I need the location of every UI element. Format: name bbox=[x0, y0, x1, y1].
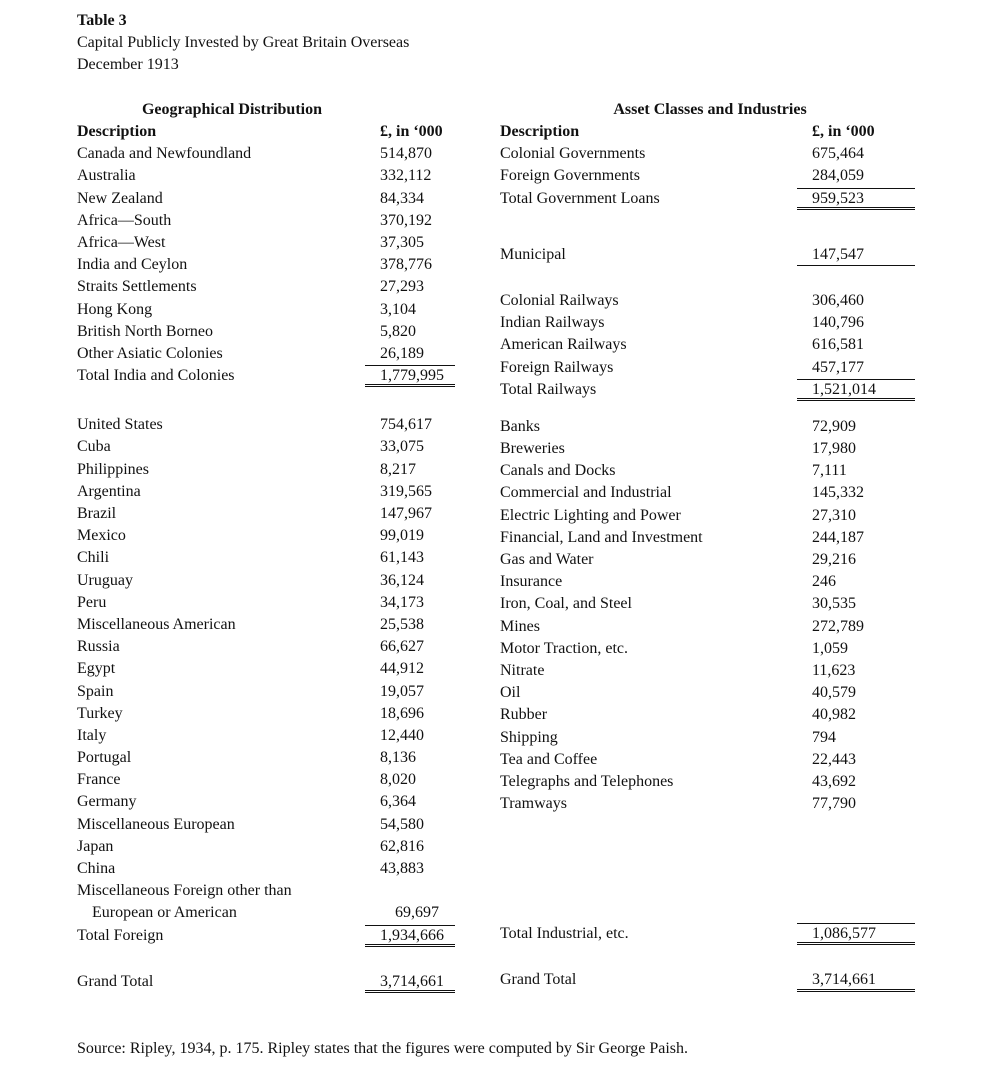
table-row bbox=[500, 505, 920, 527]
table-row bbox=[77, 254, 467, 276]
table-row bbox=[77, 436, 467, 458]
row-label: Brazil bbox=[77, 505, 117, 522]
row-value: 37,305 bbox=[380, 233, 424, 251]
row-label: Colonial Railways bbox=[500, 291, 619, 309]
table-row bbox=[77, 321, 467, 343]
row-label: Colonial Governments bbox=[500, 145, 646, 163]
table-section bbox=[500, 416, 920, 946]
table-row bbox=[500, 165, 920, 187]
grand-total-row bbox=[77, 971, 467, 993]
table-row bbox=[500, 416, 920, 438]
row-label: Municipal bbox=[500, 245, 566, 263]
row-value: 272,789 bbox=[812, 617, 864, 635]
geographical-distribution-table bbox=[77, 99, 467, 993]
row-label: Peru bbox=[77, 593, 107, 611]
row-label: United States bbox=[77, 416, 163, 434]
row-value: 1,086,577 bbox=[797, 923, 915, 945]
row-value: 332,112 bbox=[380, 167, 432, 185]
row-value: 8,020 bbox=[380, 771, 416, 789]
table-row bbox=[77, 570, 467, 592]
row-label: Chili bbox=[77, 549, 110, 567]
row-label: Total Government Loans bbox=[500, 189, 660, 207]
row-value: 99,019 bbox=[380, 527, 424, 545]
table-row bbox=[77, 143, 467, 165]
row-value: 66,627 bbox=[380, 638, 424, 656]
row-label: Banks bbox=[500, 417, 540, 435]
table-row bbox=[500, 460, 920, 482]
row-label: Foreign Railways bbox=[500, 358, 614, 376]
section-heading: Geographical Distribution bbox=[141, 101, 322, 118]
row-label: Mines bbox=[500, 617, 540, 635]
row-value: 27,310 bbox=[812, 506, 856, 524]
table-section bbox=[500, 290, 920, 401]
table-row bbox=[77, 636, 467, 658]
row-label: Mexico bbox=[77, 527, 126, 545]
row-label: Commercial and Industrial bbox=[500, 484, 672, 502]
table-row bbox=[77, 165, 467, 187]
row-value: 62,816 bbox=[380, 837, 424, 855]
row-label: New Zealand bbox=[77, 189, 163, 207]
row-value: 244,187 bbox=[812, 528, 864, 546]
row-value: 22,443 bbox=[812, 750, 856, 768]
row-label: Canals and Docks bbox=[500, 462, 616, 480]
row-label: Nitrate bbox=[500, 661, 545, 679]
row-label: Africa—South bbox=[77, 211, 172, 229]
row-value: 30,535 bbox=[812, 595, 856, 613]
row-value: 7,111 bbox=[812, 462, 847, 480]
row-label: Telegraphs and Telephones bbox=[500, 772, 674, 790]
table-row bbox=[500, 771, 920, 793]
table-row bbox=[77, 481, 467, 503]
table-row bbox=[500, 571, 920, 593]
table-row bbox=[500, 793, 920, 815]
row-label: Total India and Colonies bbox=[77, 367, 235, 385]
table-row bbox=[500, 143, 920, 165]
row-label: Financial, Land and Investment bbox=[500, 528, 703, 546]
row-value: 319,565 bbox=[380, 482, 432, 500]
table-row bbox=[77, 210, 467, 232]
row-value: 26,189 bbox=[380, 344, 424, 362]
row-value: 3,714,661 bbox=[797, 969, 915, 991]
table-row bbox=[77, 814, 467, 836]
table-section bbox=[77, 143, 467, 387]
table-row bbox=[77, 547, 467, 569]
table-row bbox=[500, 549, 920, 571]
row-label: Iron, Coal, and Steel bbox=[500, 595, 632, 613]
row-value: 33,075 bbox=[380, 438, 424, 456]
row-value: 959,523 bbox=[797, 188, 915, 210]
row-value: 140,796 bbox=[812, 314, 864, 332]
row-value: 6,364 bbox=[380, 793, 416, 811]
row-label: Portugal bbox=[77, 749, 132, 767]
table-row bbox=[500, 244, 920, 266]
asset-classes-table bbox=[500, 99, 920, 992]
table-row bbox=[500, 334, 920, 356]
row-label: Hong Kong bbox=[77, 300, 153, 318]
row-value: 19,057 bbox=[380, 682, 424, 700]
table-row bbox=[77, 858, 467, 880]
row-label: Insurance bbox=[500, 573, 563, 591]
table-row bbox=[500, 616, 920, 638]
row-value: 754,617 bbox=[380, 416, 432, 434]
row-label: Grand Total bbox=[77, 972, 154, 990]
row-value: 8,136 bbox=[380, 749, 416, 767]
table-row bbox=[77, 769, 467, 791]
row-value: 25,538 bbox=[380, 615, 424, 633]
source-note: Source: Ripley, 1934, p. 175. Ripley states that the figures were computed by Sir George Paish. bbox=[77, 1040, 688, 1057]
table-section bbox=[77, 414, 467, 947]
row-label: Uruguay bbox=[77, 571, 133, 589]
section-heading: Asset Classes and Industries bbox=[613, 101, 807, 118]
row-value: 3,104 bbox=[380, 300, 416, 318]
table-row bbox=[500, 438, 920, 460]
row-label: Italy bbox=[77, 726, 107, 744]
row-label: Description bbox=[500, 123, 580, 140]
row-value: 18,696 bbox=[380, 704, 424, 722]
row-value: 12,440 bbox=[380, 726, 424, 744]
row-value: £, in ‘000 bbox=[380, 123, 443, 140]
row-value: 36,124 bbox=[380, 571, 424, 589]
table-date: December 1913 bbox=[77, 56, 179, 73]
row-label: Japan bbox=[77, 837, 114, 855]
table-row bbox=[77, 592, 467, 614]
table-row bbox=[500, 357, 920, 379]
row-label: Foreign Governments bbox=[500, 167, 640, 185]
row-label: Tea and Coffee bbox=[500, 750, 598, 768]
table-row bbox=[77, 836, 467, 858]
table-row bbox=[500, 727, 920, 749]
row-label: Breweries bbox=[500, 440, 565, 458]
row-value: 794 bbox=[812, 728, 836, 746]
row-label: India and Ceylon bbox=[77, 256, 188, 274]
row-value: 69,697 bbox=[395, 904, 439, 922]
table-row bbox=[500, 593, 920, 615]
row-value: 77,790 bbox=[812, 795, 856, 813]
table-row bbox=[77, 525, 467, 547]
table-row bbox=[77, 791, 467, 813]
row-value: 147,967 bbox=[380, 505, 432, 522]
row-value: 44,912 bbox=[380, 660, 424, 678]
row-label: Germany bbox=[77, 793, 137, 811]
row-value: 1,779,995 bbox=[365, 365, 455, 387]
row-value: 616,581 bbox=[812, 336, 864, 354]
row-value: 40,579 bbox=[812, 684, 856, 702]
row-label: France bbox=[77, 771, 121, 789]
table-row bbox=[500, 312, 920, 334]
table-row bbox=[500, 527, 920, 549]
row-value: 306,460 bbox=[812, 291, 864, 309]
table-row bbox=[500, 704, 920, 726]
row-label: Australia bbox=[77, 167, 136, 185]
row-label: Miscellaneous Foreign other than bbox=[77, 882, 292, 900]
row-label: Gas and Water bbox=[500, 551, 594, 568]
row-value: 61,143 bbox=[380, 549, 424, 567]
table-row bbox=[77, 703, 467, 725]
row-label: Total Railways bbox=[500, 380, 597, 398]
row-label: Motor Traction, etc. bbox=[500, 639, 628, 657]
row-label: Russia bbox=[77, 638, 120, 656]
row-value: 1,059 bbox=[812, 639, 848, 657]
row-value: 43,883 bbox=[380, 860, 424, 877]
row-value bbox=[365, 880, 455, 902]
row-label: Straits Settlements bbox=[77, 278, 197, 296]
table-row bbox=[77, 658, 467, 680]
row-label: Cuba bbox=[77, 438, 111, 456]
table-row bbox=[77, 725, 467, 747]
table-row bbox=[500, 660, 920, 682]
table-title: Capital Publicly Invested by Great Britain Overseas bbox=[77, 34, 410, 51]
row-label: Description bbox=[77, 123, 157, 140]
table-row bbox=[500, 290, 920, 312]
row-value: 514,870 bbox=[380, 145, 432, 163]
row-label: Canada and Newfoundland bbox=[77, 145, 252, 163]
total-row bbox=[77, 925, 467, 947]
column-header-row bbox=[77, 121, 467, 143]
row-label: Turkey bbox=[77, 704, 123, 722]
table-section bbox=[500, 244, 920, 266]
table-row bbox=[500, 682, 920, 704]
row-label: British North Borneo bbox=[77, 322, 213, 340]
row-label: Argentina bbox=[77, 482, 141, 500]
row-value: 378,776 bbox=[380, 256, 432, 274]
row-value: 27,293 bbox=[380, 278, 424, 296]
total-row bbox=[500, 379, 920, 401]
row-value: 29,216 bbox=[812, 551, 856, 568]
table-row bbox=[77, 902, 467, 924]
row-label: Miscellaneous European bbox=[77, 815, 235, 833]
table-row bbox=[500, 638, 920, 660]
table-row bbox=[77, 681, 467, 703]
total-row bbox=[500, 923, 920, 945]
row-label: Miscellaneous American bbox=[77, 615, 236, 633]
row-label: China bbox=[77, 860, 116, 877]
table-row bbox=[500, 482, 920, 504]
row-label: Egypt bbox=[77, 660, 116, 678]
row-value: 145,332 bbox=[812, 484, 864, 502]
row-value: 72,909 bbox=[812, 417, 856, 435]
row-label: Other Asiatic Colonies bbox=[77, 344, 223, 362]
row-value: 284,059 bbox=[812, 167, 864, 185]
table-title-block bbox=[77, 10, 409, 76]
row-value: 54,580 bbox=[380, 815, 424, 833]
grand-total-row bbox=[500, 969, 920, 991]
row-label: Oil bbox=[500, 684, 521, 702]
row-value: 43,692 bbox=[812, 772, 856, 790]
row-label: Africa—West bbox=[77, 233, 166, 251]
row-label: Indian Railways bbox=[500, 314, 605, 332]
column-header-row bbox=[500, 121, 920, 143]
table-row bbox=[77, 276, 467, 298]
row-value: 17,980 bbox=[812, 440, 856, 458]
row-label: European or American bbox=[92, 904, 237, 922]
row-label: Philippines bbox=[77, 460, 150, 478]
row-label: Total Foreign bbox=[77, 926, 164, 944]
row-value: 5,820 bbox=[380, 322, 416, 340]
row-value: 40,982 bbox=[812, 706, 856, 724]
row-label: Tramways bbox=[500, 795, 567, 813]
row-value: 84,334 bbox=[380, 189, 424, 207]
row-value: 8,217 bbox=[380, 460, 416, 478]
row-value: 457,177 bbox=[812, 358, 864, 376]
row-label: Spain bbox=[77, 682, 114, 700]
row-value: 370,192 bbox=[380, 211, 432, 229]
row-value: 1,934,666 bbox=[365, 925, 455, 947]
table-row bbox=[77, 747, 467, 769]
row-label: Total Industrial, etc. bbox=[500, 925, 629, 943]
total-row bbox=[500, 188, 920, 210]
row-value: 147,547 bbox=[797, 244, 915, 266]
row-value: 1,521,014 bbox=[797, 379, 915, 401]
table-row bbox=[77, 188, 467, 210]
row-label: American Railways bbox=[500, 336, 627, 354]
table-row bbox=[77, 343, 467, 365]
table-row bbox=[77, 880, 467, 902]
table-row bbox=[77, 299, 467, 321]
table-row bbox=[77, 503, 467, 525]
table-row bbox=[77, 614, 467, 636]
table-number: Table 3 bbox=[77, 12, 127, 29]
table-row bbox=[77, 459, 467, 481]
row-value: 246 bbox=[812, 573, 836, 591]
row-label: Shipping bbox=[500, 728, 558, 746]
table-row bbox=[77, 414, 467, 436]
row-value: £, in ‘000 bbox=[812, 123, 875, 140]
row-value: 11,623 bbox=[812, 661, 856, 679]
row-value: 3,714,661 bbox=[365, 971, 455, 993]
row-label: Electric Lighting and Power bbox=[500, 506, 681, 524]
row-value: 675,464 bbox=[812, 145, 864, 163]
table-row bbox=[500, 749, 920, 771]
total-row bbox=[77, 365, 467, 387]
table-row bbox=[77, 232, 467, 254]
table-section bbox=[500, 143, 920, 210]
row-label: Rubber bbox=[500, 706, 548, 724]
row-label: Grand Total bbox=[500, 971, 577, 989]
row-value: 34,173 bbox=[380, 593, 424, 611]
